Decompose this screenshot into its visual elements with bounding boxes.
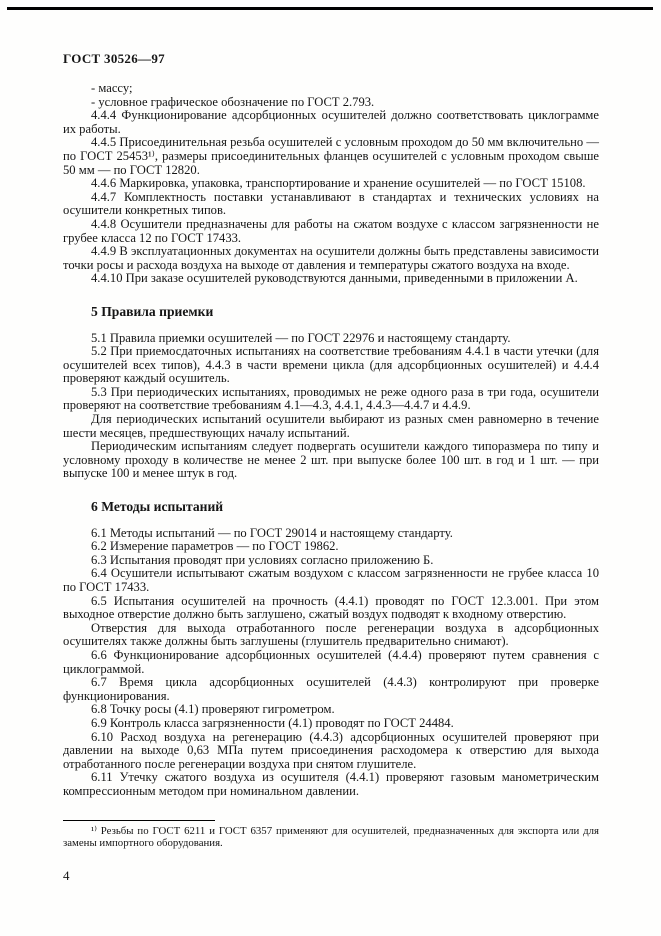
paragraph: Периодическим испытаниям следует подвергать осушители каждого типоразмера по типу и условному проходу в количестве не менее 2 шт. при выпуске более 100 шт. в год и 1 шт. — при выпуске 100 и менее штук в год. <box>63 439 599 481</box>
paragraph: Отверстия для выхода отработанного после регенерации воздуха в адсорбционных осушителях также должны быть заглушены (глушитель предварительно снимают). <box>63 620 599 649</box>
paragraph: 5.1 Правила приемки осушителей — по ГОСТ 22976 и настоящему стандарту. <box>91 330 511 345</box>
section-heading: 5 Правила приемки <box>91 303 214 319</box>
paragraph: 6.11 Утечку сжатого воздуха из осушителя (4.4.1) проверяют газовым манометрическим компрессионным методом при номинальном давлении. <box>63 770 599 798</box>
list-item: - условное графическое обозначение по ГОСТ 2.793. <box>91 94 375 109</box>
paragraph: 4.4.9 В эксплуатационных документах на осушители должны быть представлены зависимости точки росы и расхода воздуха на выходе от давления и температуры сжатого воздуха на входе. <box>63 244 599 272</box>
paragraph: 6.8 Точку росы (4.1) проверяют гигрометром. <box>91 702 335 717</box>
paragraph: 4.4.8 Осушители предназначены для работы на сжатом воздухе с классом загрязненности не грубее класса 12 по ГОСТ 17433. <box>63 216 599 245</box>
paragraph: 6.10 Расход воздуха на регенерацию (4.4.3) адсорбционных осушителей проверяют при давлении на выходе 0,63 МПа путем присоединения расходомера к отверстию для выхода отработанного после регенерации воздуха при снятом глушителе. <box>63 729 599 771</box>
paragraph: 4.4.10 При заказе осушителей руководствуются данными, приведенными в приложении А. <box>91 271 578 286</box>
paragraph: 6.5 Испытания осушителей на прочность (4.4.1) проводят по ГОСТ 12.3.001. При этом выходное отверстие должно быть заглушено, сжатый воздух подводят к входному отверстию. <box>63 593 599 622</box>
footnote-divider <box>63 820 215 821</box>
page-number: 4 <box>63 868 70 883</box>
list-item: - массу; <box>91 81 133 95</box>
paragraph: 6.7 Время цикла адсорбционных осушителей (4.4.3) контролируют при проверке функционирования. <box>63 675 599 703</box>
paragraph: Для периодических испытаний осушители выбирают из разных смен равномерно в течение шести месяцев, предшествующих началу испытаний. <box>63 412 599 440</box>
doc-number: ГОСТ 30526—97 <box>63 51 165 66</box>
paragraph: 6.9 Контроль класса загрязненности (4.1) проводят по ГОСТ 24484. <box>91 715 454 730</box>
paragraph: 4.4.4 Функционирование адсорбционных осушителей должно соответствовать циклограмме их работы. <box>63 108 599 136</box>
paragraph: 4.4.7 Комплектность поставки устанавливают в стандартах и технических условиях на осушители конкретных типов. <box>63 189 599 218</box>
footnote-block <box>63 820 599 850</box>
paragraph: 6.6 Функционирование адсорбционных осушителей (4.4.4) проверяют путем сравнения с циклограммой. <box>63 647 599 676</box>
paragraph: 5.3 При периодических испытаниях, проводимых не реже одного раза в три года, осушители проверяют на соответствие требованиям 4.1—4.3, 4.4.1, 4.4.3—4.4.7 и 4.4.9. <box>63 384 599 413</box>
paragraph: 6.4 Осушители испытывают сжатым воздухом с классом загрязненности не грубее класса 10 по ГОСТ 17433. <box>63 566 599 594</box>
paragraph: 5.2 При приемосдаточных испытаниях на соответствие требованиям 4.4.1 в части утечки (для осушителей всех типов), 4.4.3 в части времени цикла (для адсорбционных осушителей) и 4.4.4 проверяют каждый осушитель. <box>63 344 599 386</box>
paragraph: 6.3 Испытания проводят при условиях согласно приложению Б. <box>91 552 434 567</box>
paragraph: 6.2 Измерение параметров — по ГОСТ 19862. <box>91 539 339 554</box>
footnote: ¹⁾ Резьбы по ГОСТ 6211 и ГОСТ 6357 применяют для осушителей, предназначенных для экспорта или для замены импортного оборудования. <box>63 825 599 850</box>
page-top-edge-line <box>7 7 653 10</box>
paragraph: 6.1 Методы испытаний — по ГОСТ 29014 и настоящему стандарту. <box>91 525 453 540</box>
paragraph: 4.4.5 Присоединительная резьба осушителей с условным проходом до 50 мм включительно — по ГОСТ 25453¹⁾, размеры присоединительных фланцев осушителей с условным проходом свыше 50 мм — по ГОСТ 12820. <box>63 135 599 177</box>
document-body <box>63 82 599 799</box>
section-heading: 6 Методы испытаний <box>91 499 224 515</box>
paragraph: 4.4.6 Маркировка, упаковка, транспортирование и хранение осушителей — по ГОСТ 15108. <box>91 176 586 191</box>
